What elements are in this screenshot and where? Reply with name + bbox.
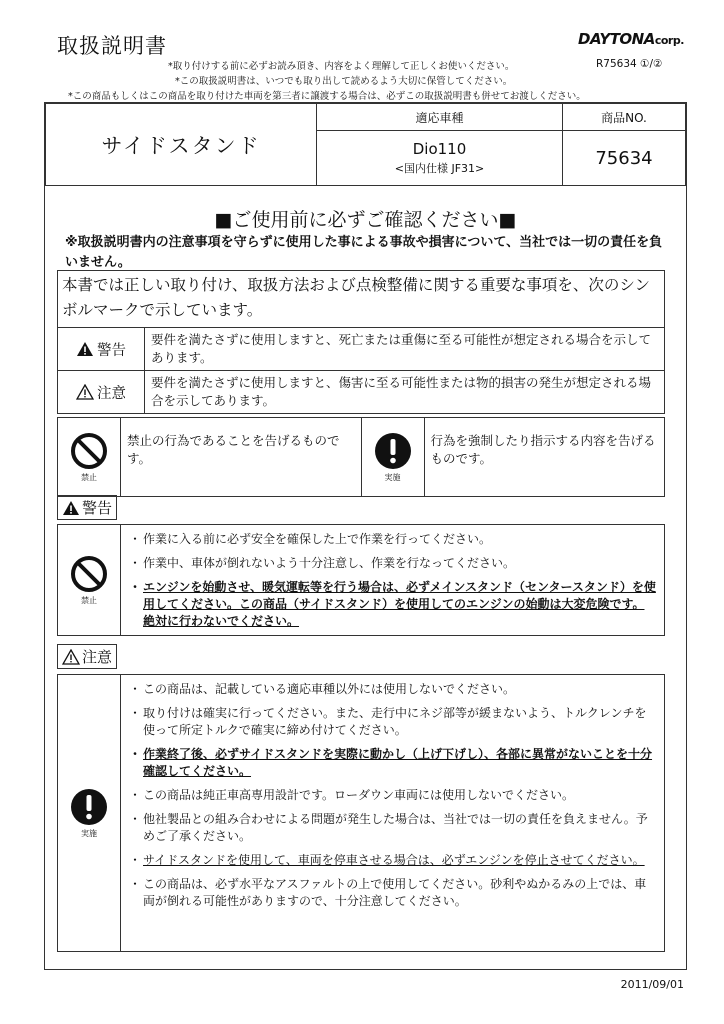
mandatory-icon [374, 432, 412, 470]
doc-code: R75634 ①/② [596, 58, 663, 70]
icon-legend [57, 417, 665, 497]
brand-logo: DAYTONAcorp. [578, 30, 684, 48]
caution-triangle-icon [62, 649, 80, 665]
prohibit-icon [70, 555, 108, 593]
list-item: ・ サイドスタンドを使用して、車両を停車させる場合は、必ずエンジンを停止させてください。 [129, 852, 656, 869]
document-title: 取扱説明書 [57, 34, 167, 58]
legend-mandatory: 実施 [362, 418, 425, 496]
disclaimer: ※取扱説明書内の注意事項を守らずに使用した事による事故や損害について、当社では一切の責任を負いません。 [65, 235, 663, 270]
list-item: ・ エンジンを始動させ、暖気運転等を行う場合は、必ずメインスタンド（センタースタンド）を使用してください。この商品（サイドスタンド）を使用してのエンジンの始動は大変危険です。絶対に行わないでください。 [129, 579, 656, 630]
list-item: ・ この商品は純正車高専用設計です。ローダウン車両には使用しないでください。 [129, 787, 656, 804]
caution-label: 注意 [58, 371, 145, 413]
prohibit-icon [70, 432, 108, 470]
caution-list [121, 675, 664, 951]
warning-triangle-icon [62, 500, 80, 516]
legend-prohibit: 禁止 [58, 418, 121, 496]
vehicle-sub: <国内仕様 JF31> [394, 162, 485, 175]
main-frame [44, 102, 687, 970]
warning-row [58, 328, 664, 371]
publish-date: 2011/09/01 [620, 978, 684, 991]
warning-box-icon: 禁止 [58, 525, 121, 635]
list-item: ・ 作業中、車体が倒れないよう十分注意し、作業を行なってください。 [129, 555, 656, 572]
intro-text: 本書では正しい取り付け、取扱方法および点検整備に関する重要な事項を、次のシンボルマークで示しています。 [58, 271, 664, 328]
warning-tag: 警告 [57, 495, 117, 520]
warning-box [57, 524, 665, 636]
warning-label: 警告 [58, 328, 145, 370]
caution-box-icon: 実施 [58, 675, 121, 951]
list-item: ・ 他社製品との組み合わせによる問題が発生した場合は、当社では一切の責任を負えません。予めご了承ください。 [129, 811, 656, 845]
caution-box [57, 674, 665, 952]
list-item: ・ 作業に入る前に必ず安全を確保した上で作業を行ってください。 [129, 531, 656, 548]
symbol-explanation [57, 270, 665, 414]
product-number: 75634 [563, 131, 686, 186]
product-name: サイドスタンド [46, 104, 317, 186]
warning-list [121, 525, 664, 635]
warning-triangle-icon [76, 341, 94, 357]
mandatory-icon [70, 788, 108, 826]
spec-table [45, 103, 686, 186]
caution-desc: 要件を満たさずに使用しますと、傷害に至る可能性または物的損害の発生が想定される場合を示してあります。 [151, 375, 652, 408]
vehicle-header: 適応車種 [317, 104, 563, 131]
number-header: 商品NO. [563, 104, 686, 131]
header-note-2: *この取扱説明書は、いつでも取り出して読めるよう大切に保管してください。 [175, 76, 513, 87]
legend-prohibit-desc: 禁止の行為であることを告げるものです。 [121, 418, 362, 496]
header-note-1: *取り付けする前に必ずお読み頂き、内容をよく理解して正しくお使いください。 [168, 61, 515, 72]
vehicle-model: Dio110 [412, 140, 467, 158]
caution-row [58, 371, 664, 413]
caution-tag: 注意 [57, 644, 117, 669]
list-item: ・ この商品は、記載している適応車種以外には使用しないでください。 [129, 681, 656, 698]
warning-desc: 要件を満たさずに使用しますと、死亡または重傷に至る可能性が想定される場合を示してあります。 [151, 332, 652, 365]
vehicle-cell [317, 131, 563, 186]
header-note-3: *この商品もしくはこの商品を取り付けた車両を第三者に譲渡する場合は、必ずこの取扱説明書も併せてお渡しください。 [68, 91, 586, 102]
notice-heading: ■ご使用前に必ずご確認ください■ [214, 209, 517, 231]
list-item: ・ 取り付けは確実に行ってください。また、走行中にネジ部等が緩まないよう、トルクレンチを使って所定トルクで確実に締め付けてください。 [129, 705, 656, 739]
list-item: ・ 作業終了後、必ずサイドスタンドを実際に動かし（上げ下げし）、各部に異常がないことを十分確認してください。 [129, 746, 656, 780]
list-item: ・ この商品は、必ず水平なアスファルトの上で使用してください。砂利やぬかるみの上では、車両が倒れる可能性がありますので、十分注意してください。 [129, 876, 656, 910]
legend-mandatory-desc: 行為を強制したり指示する内容を告げるものです。 [430, 433, 656, 466]
caution-triangle-icon [76, 384, 94, 400]
